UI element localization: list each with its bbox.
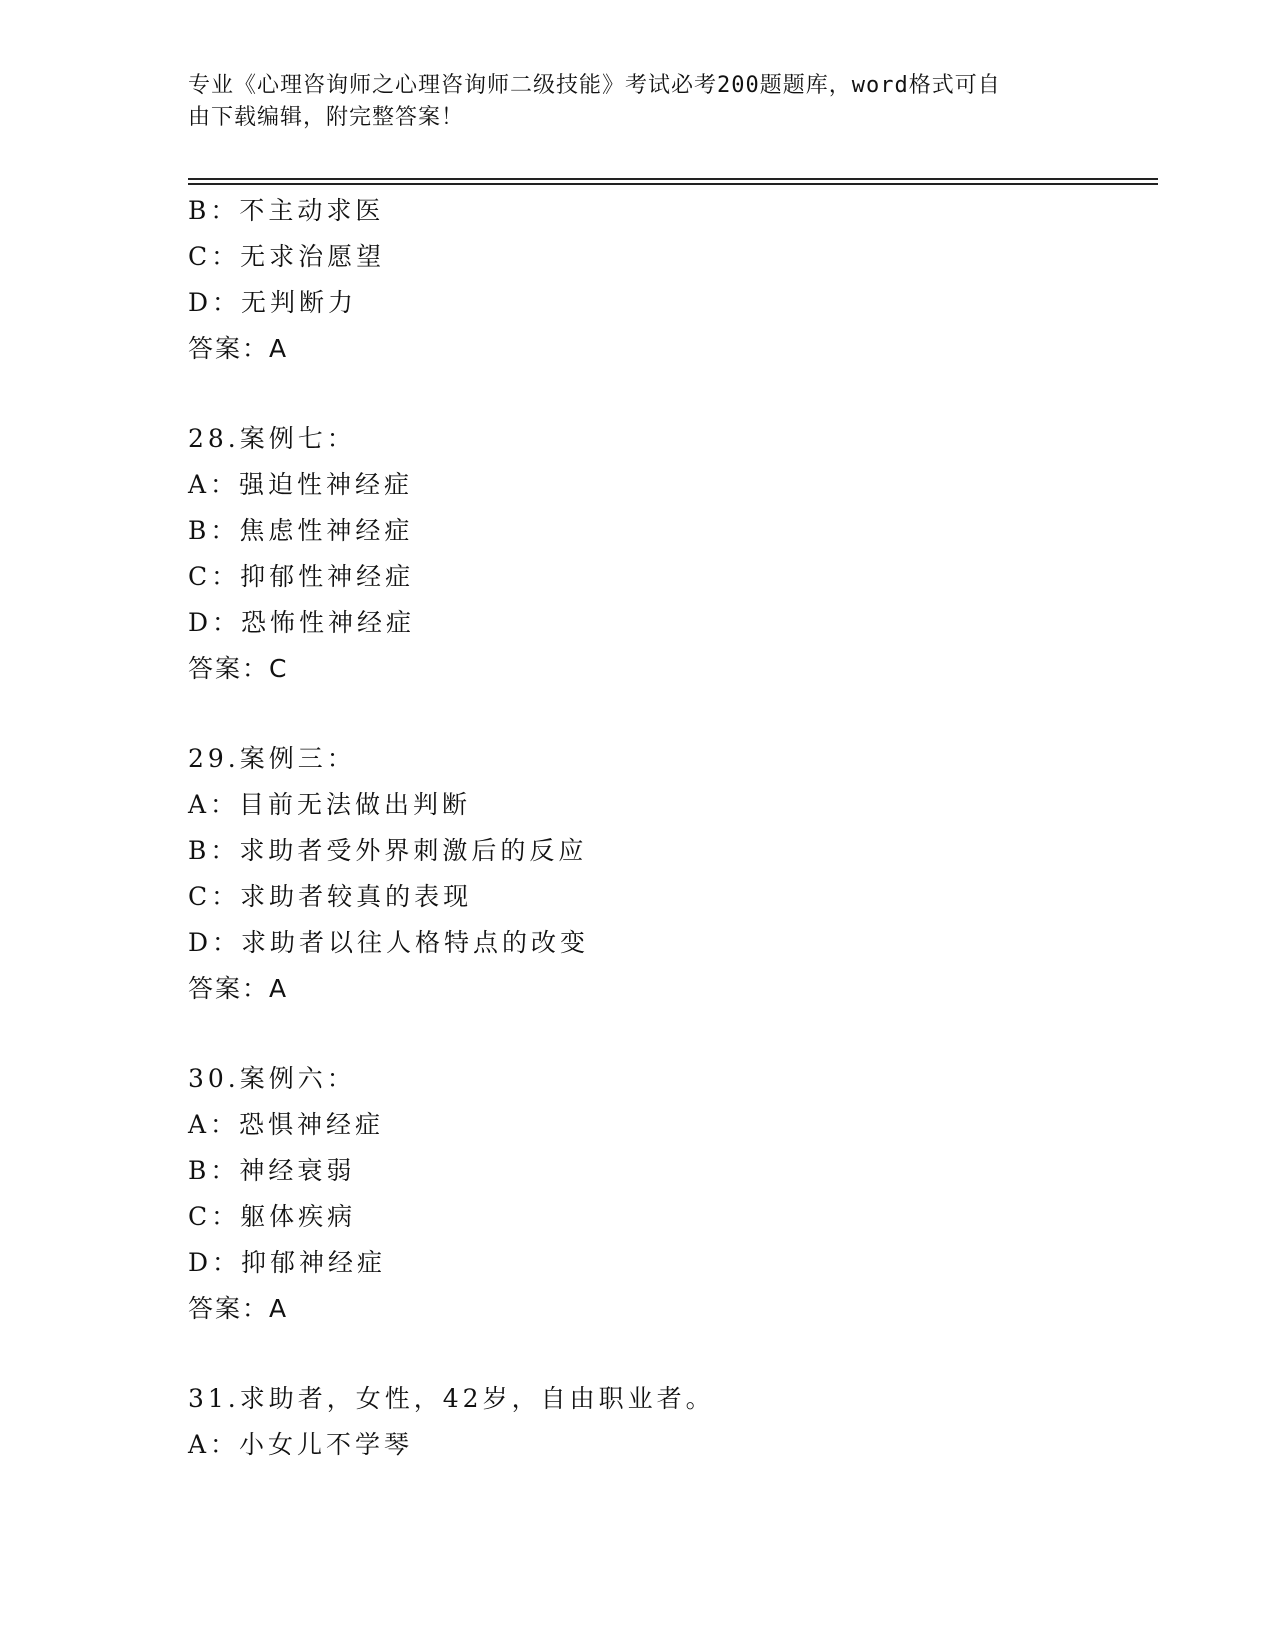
question-stem: 28.案例七： [188,424,356,453]
option-b: B：神经衰弱 [188,1156,356,1185]
option-a: A：小女儿不学琴 [188,1430,414,1459]
option-d: D：恐怖性神经症 [188,608,416,637]
option-d: D：求助者以往人格特点的改变 [188,928,590,957]
answer-line: 答案：A [188,974,289,1003]
header-line-1: 专业《心理咨询师之心理咨询师二级技能》考试必考200题题库，word格式可自 [188,73,1001,98]
question-stem: 29.案例三： [188,744,356,773]
question-list [188,188,1158,1468]
answer-line: 答案：A [188,1294,289,1323]
header-line-2: 由下载编辑，附完整答案！ [188,105,465,130]
option-c: C：无求治愿望 [188,242,386,271]
option-b: B：不主动求医 [188,196,385,225]
option-c: C：求助者较真的表现 [188,882,473,911]
header-divider-top [188,178,1158,180]
option-a: A：恐惧神经症 [188,1110,385,1139]
option-a: A：目前无法做出判断 [188,790,472,819]
answer-line: 答案：C [188,654,289,683]
header-divider-bottom [188,183,1158,185]
option-c: C：抑郁性神经症 [188,562,415,591]
option-a: A：强迫性神经症 [188,470,414,499]
option-b: B：求助者受外界刺激后的反应 [188,836,588,865]
question-block-29 [188,736,1158,1012]
question-block-28 [188,416,1158,692]
document-header [188,70,1068,134]
question-block-31 [188,1376,1158,1468]
option-d: D：无判断力 [188,288,358,317]
question-block-continued [188,188,1158,372]
option-d: D：抑郁神经症 [188,1248,387,1277]
option-c: C：躯体疾病 [188,1202,357,1231]
option-b: B：焦虑性神经症 [188,516,414,545]
question-block-30 [188,1056,1158,1332]
question-stem: 30.案例六： [188,1064,356,1093]
question-stem: 31.求助者，女性，42岁，自由职业者。 [188,1384,715,1413]
answer-line: 答案：A [188,334,289,363]
